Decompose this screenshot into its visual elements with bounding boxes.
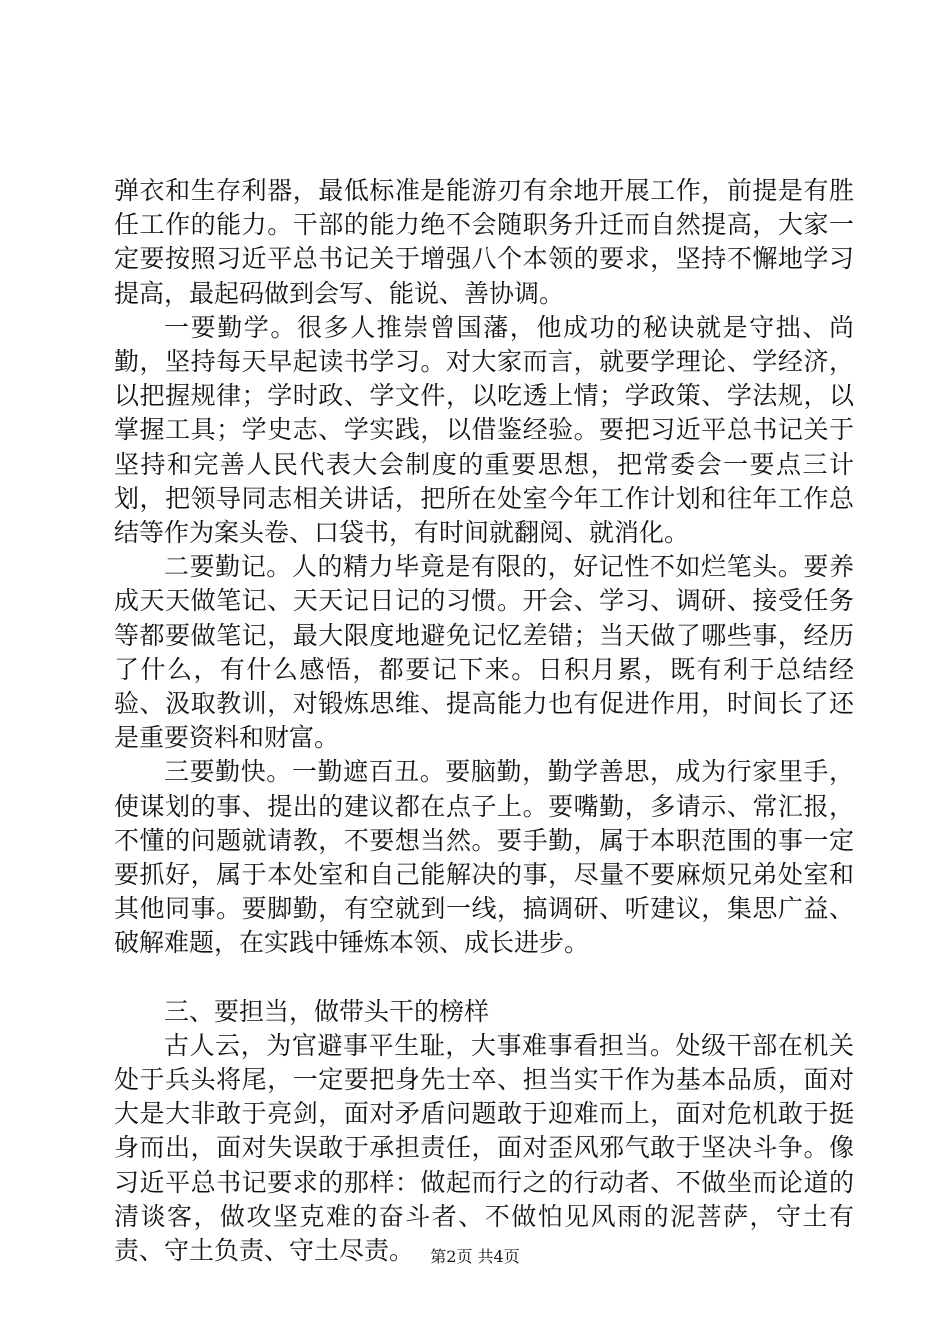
paragraph-responsibility: 古人云，为官避事平生耻，大事难事看担当。处级干部在机关处于兵头将尾，一定要把身先士卒、担当实干作为基本品质，面对大是大非敢于亮剑，面对矛盾问题敢于迎难而上，面对危机敢于挺身而出，面对失误敢于承担责任，面对歪风邪气敢于坚决斗争。像习近平总书记要求的那样：做起而行之的行动者、不做坐而论道的清谈客，做攻坚克难的奋斗者、不做怕见风雨的泥菩萨，守土有责、守土负责、守土尽责。 — [114, 1030, 854, 1266]
paragraph-continuation: 弹衣和生存利器，最低标准是能游刃有余地开展工作，前提是有胜任工作的能力。干部的能力绝不会随职务升迁而自然提高，大家一定要按照习近平总书记关于增强八个本领的要求，坚持不懈地学习提高，最起码做到会写、能说、善协调。 — [114, 176, 854, 308]
paragraph-diligent-action: 三要勤快。一勤遮百丑。要脑勤，勤学善思，成为行家里手，使谋划的事、提出的建议都在点子上。要嘴勤，多请示、常汇报，不懂的问题就请教，不要想当然。要手勤，属于本职范围的事一定要抓好，属于本处室和自己能解决的事，尽量不要麻烦兄弟处室和其他同事。要脚勤，有空就到一线，搞调研、听建议，集思广益、破解难题，在实践中锤炼本领、成长进步。 — [114, 757, 854, 958]
paragraph-diligent-study: 一要勤学。很多人推崇曾国藩，他成功的秘诀就是守拙、尚勤，坚持每天早起读书学习。对大家而言，就要学理论、学经济，以把握规律；学时政、学文件，以吃透上情；学政策、学法规，以掌握工具；学史志、学实践，以借鉴经验。要把习近平总书记关于坚持和完善人民代表大会制度的重要思想，把常委会一要点三计划，把领导同志相关讲话，把所在处室今年工作计划和往年工作总结等作为案头卷、口袋书，有时间就翻阅、就消化。 — [114, 312, 854, 548]
paragraph-diligent-notes: 二要勤记。人的精力毕竟是有限的，好记性不如烂笔头。要养成天天做笔记、天天记日记的习惯。开会、学习、调研、接受任务等都要做笔记，最大限度地避免记忆差错；当天做了哪些事，经历了什么，有什么感悟，都要记下来。日积月累，既有利于总结经验、汲取教训，对锻炼思维、提高能力也有促进作用，时间长了还是重要资料和财富。 — [114, 552, 854, 753]
document-body — [114, 174, 854, 1268]
section-heading: 三、要担当，做带头干的榜样 — [164, 996, 490, 1026]
page-footer: 第2页 共4页 — [430, 1247, 520, 1266]
